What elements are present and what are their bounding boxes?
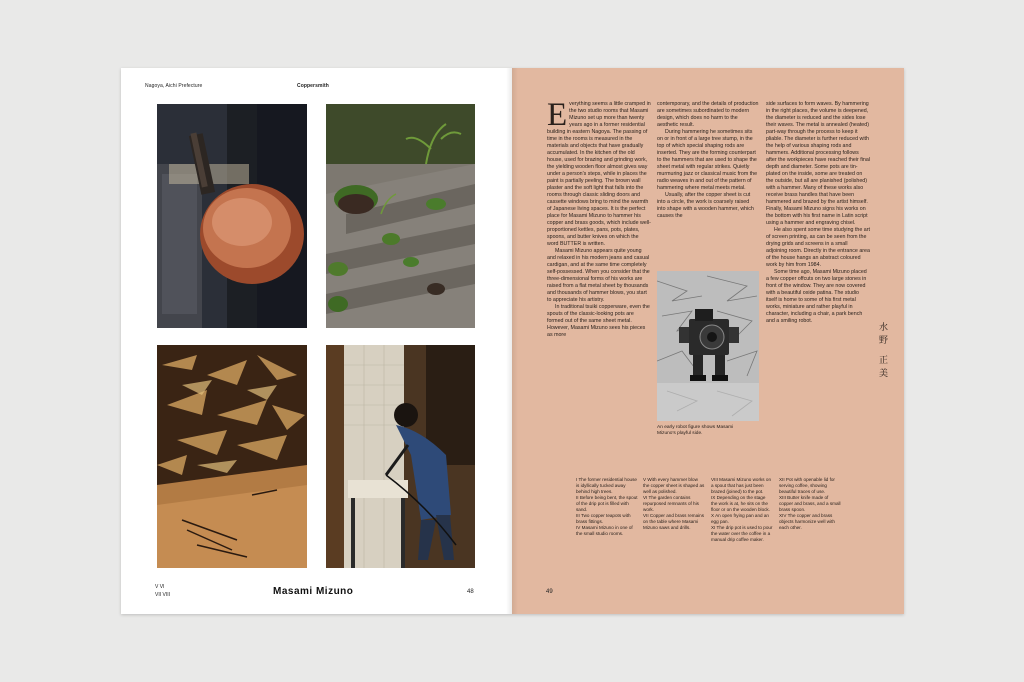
copper-offcuts-photo [157,345,307,568]
photo-note: XIV The copper and brass objects harmonize well with each other. [779,513,835,530]
article-paragraph: He also spent some time studying the art of screen printing, as can be seen from the drying grids and screens in a small adjoining room. Directly in the entrance area of the house hangs an abstract coloured work by him from 1984. [766,227,870,268]
photo-note: XIII Butter knife made of copper and brass, and a small brass spoon. [779,495,841,512]
photo-note: II Before being bent, the spout of the drip pot is filled with sand. [576,495,638,512]
article-paragraph: Some time ago, Masami Mizuno placed a few copper offcuts on two large stones in front of the window. They are now covered with a beautiful oxide patina. The studio itself is home to some of his first metal works, miniature and rather playful in character, including a chair, a park bench and a smiling robot. [766,269,867,324]
page-gutter [506,68,518,614]
photo-note: VI The garden contains repurposed remnants of his work. [643,495,699,512]
section-label: Coppersmith [297,83,329,89]
bonsai-copper-pots-photo [326,104,475,328]
article-paragraph: Masami Mizuno appears quite young and relaxed in his modern jeans and casual cardigan, and at the same time completely self-possessed. When you consider that the three-dimensional forms of his works are raised from a flat metal sheet by thousands and thousands of hammer blows, you start to appreciate his artistry. [547,248,650,303]
photo-note: I The former residential house is idyllically tucked away behind high trees. [576,477,637,494]
photo-note: III Two copper teapots with brass fittings. [576,513,631,524]
page-number-right: 49 [546,589,553,595]
photo-note: VIII Masami Mizuno works on a spout that has just been brazed (joined) to the pot. [711,477,771,494]
copper-pot-photo [157,104,307,328]
article-paragraph: contemporary, and the details of production are sometimes subordinated to modern design, which does no harm to the aesthetic result. [657,101,759,128]
robot-figure-photo [657,271,759,421]
photo-note: IV Masami Mizuno in one of the small studio rooms. [576,525,633,536]
article-column-1 [547,97,651,339]
photo-note: X An open frying pan and an egg pan. [711,513,769,524]
photo-notes-column-4 [779,477,843,531]
photo-note: XI The drip pot is used to pour the water over the coffee in a manual drip coffee maker. [711,525,773,542]
article-paragraph: Usually, after the copper sheet is cut into a circle, the work is coarsely raised into shape with a wooden hammer, which causes the [657,192,754,219]
artisan-at-work-photo [326,345,475,568]
article-paragraph: In traditional tsuiki copperware, even the spouts of the classic-looking pots are formed out of the same sheet metal. However, Masami Mizuno sees his pieces as more [547,304,650,338]
photo-note: XII Pot with openable lid for serving coffee, showing beautiful traces of use. [779,477,835,494]
photo-index-row1: V VI [155,584,165,590]
photo-notes-column-1 [576,477,638,537]
photo-note: VII Copper and brass remains on the table where Masami Mizuno saws and drills. [643,513,705,530]
article-paragraph: During hammering he sometimes sits on or in front of a large tree stump, in the top of which special shaping rods are inserted. They are the forming counterpart to the hammers that are used to shape the sheet metal with regular strikes. Quietly murmuring jazz or classical music from the radio weaves in and out of the pattern of hammering where metal meets metal. [657,129,758,191]
photo-notes-column-2 [643,477,705,531]
photo-notes-column-3 [711,477,773,543]
drop-cap: E [547,97,568,133]
article-column-3 [766,101,870,325]
photo-index-row2: VII VIII [155,592,171,598]
artist-name-title: Masami Mizuno [273,586,354,597]
japanese-name: 水野 正美 [877,322,887,381]
photo-note: V With every hammer blow the copper sheet is shaped as well as polished. [643,477,705,494]
article-paragraph: verything seems a little cramped in the two studio rooms that Masami Mizuno set up more than twenty years ago in a former residential building in eastern Nagoya. The passing of time in the rooms is measured in the materials and objects that have gradually accumulated. In the kitchen of the old house, used for brazing and grinding work, the yielding wooden floor almost gives way under a person's steps, while in places the paint is partially peeling. The brown wall plaster and the soft light that falls into the rooms through classic sliding doors and cassette windows bring to mind the warmth of Japanese living spaces. It is the perfect place for Masami Mizuno to hammer his copper and brass goods, which include well-proportioned kettles, pans, pots, plates, spoons, and butter knives on which the word BUTTER is written. [547,101,651,247]
page-number-left: 48 [467,589,474,595]
photo-note: IX Depending on the stage the work is at, he sits on the floor or on the wooden block. [711,495,770,512]
article-paragraph: side surfaces to form waves. By hammering in the right places, the volume is deepened, the diameter is reduced and the sides lose their waves. The metal is annealed (heated) part-way through the process to keep it pliable. The diameter is further reduced with the help of various shaping rods and hammers. Additional processing follows after the workpieces have reached their final depth and diameter. Some pots are tin-plated on the inside, some are treated on the outside, but all are planished (polished) with a hammer. Many of these works also receive brass handles that have been hammered and brazed by the artist himself. Finally, Masami Mizuno signs his works on the bottom with his first name in Latin script using a hammer and engraving chisel. [766,101,870,226]
robot-caption: An early robot figure shows Masami Mizuno's playful side. [657,425,734,437]
location-label: Nagoya, Aichi Prefecture [145,83,203,89]
article-column-2 [657,101,759,220]
